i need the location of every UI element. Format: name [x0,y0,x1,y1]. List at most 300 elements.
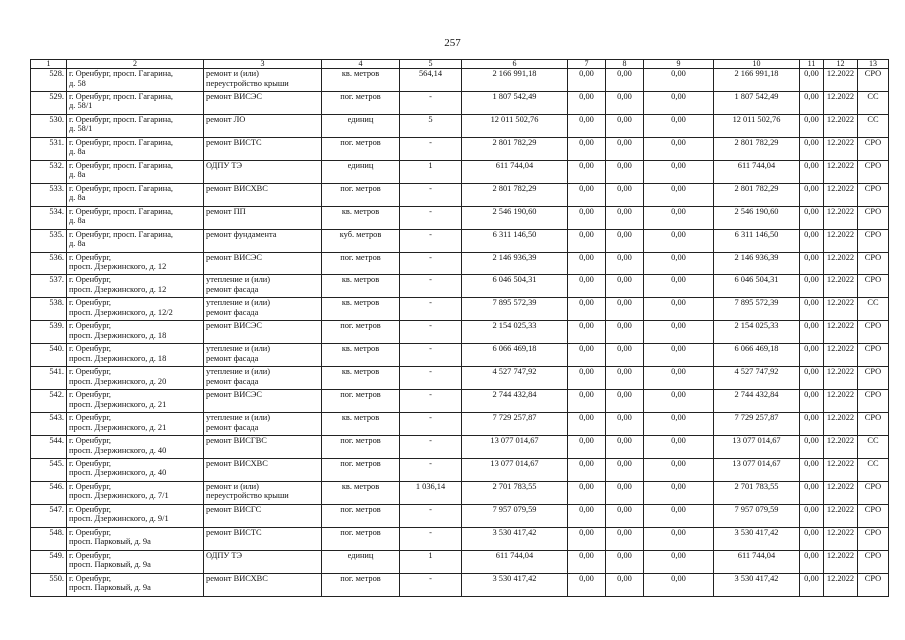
work-type-cell [204,206,322,229]
address-cell-line: просп. Парковый, д. 9а [69,583,151,593]
cost-col8-cell: 0,00 [606,298,644,321]
work-type-cell [204,344,322,367]
cost-col7-cell: 0,00 [568,321,606,344]
address-cell-line: д. 8а [69,170,86,180]
fund-code-cell: СС [858,436,889,459]
completion-date-cell: 12.2022 [824,481,858,504]
total-cost-cell: 611 744,04 [462,550,568,573]
work-type-cell-line: ремонт ЛО [206,114,246,124]
volume-cell: - [400,275,462,298]
cost-col9-cell: 0,00 [644,137,714,160]
work-type-cell-line: ремонт и (или) [206,69,259,78]
cost-col11-cell: 0,00 [800,275,824,298]
volume-cell: - [400,413,462,436]
cost-col10-cell: 3 530 417,42 [714,527,800,550]
cost-col7-cell: 0,00 [568,183,606,206]
volume-cell: - [400,321,462,344]
cost-col9-cell: 0,00 [644,229,714,252]
volume-cell: 1 [400,550,462,573]
address-cell-line: д. 8а [69,147,86,157]
address-cell-line: г. Оренбург, [69,321,112,331]
cost-col9-cell: 0,00 [644,344,714,367]
table-row [31,321,889,344]
cost-col11-cell: 0,00 [800,481,824,504]
volume-cell: - [400,229,462,252]
work-type-cell-line: ремонт ПП [206,206,246,216]
work-type-cell-line: ремонт фасада [206,376,259,386]
completion-date-cell: 12.2022 [824,413,858,436]
total-cost-cell: 7 957 079,59 [462,504,568,527]
table-body [31,69,889,597]
unit-cell: пог. метров [322,137,400,160]
table-row [31,91,889,114]
row-number: 528. [31,69,67,92]
cost-col11-cell: 0,00 [800,413,824,436]
table-row [31,527,889,550]
address-cell-line: г. Оренбург, просп. Гагарина, [69,229,174,239]
completion-date-cell: 12.2022 [824,91,858,114]
fund-code-cell: СРО [858,390,889,413]
volume-cell: - [400,458,462,481]
work-type-cell [204,390,322,413]
fund-code-cell: СС [858,114,889,137]
cost-col7-cell: 0,00 [568,458,606,481]
fund-code-cell: СРО [858,550,889,573]
fund-code-cell: СРО [858,137,889,160]
cost-col7-cell: 0,00 [568,390,606,413]
cost-col8-cell: 0,00 [606,252,644,275]
row-number: 550. [31,573,67,596]
total-cost-cell: 2 166 991,18 [462,69,568,92]
cost-col7-cell: 0,00 [568,573,606,596]
total-cost-cell: 3 530 417,42 [462,527,568,550]
volume-cell: 564,14 [400,69,462,92]
address-cell-line: д. 8а [69,216,86,226]
fund-code-cell: СРО [858,367,889,390]
work-type-cell-line: ремонт ВИСЭС [206,321,262,331]
address-cell [67,69,204,92]
cost-col11-cell: 0,00 [800,69,824,92]
cost-col10-cell: 2 146 936,39 [714,252,800,275]
column-header: 4 [322,60,400,69]
fund-code-cell: СРО [858,206,889,229]
address-cell [67,114,204,137]
cost-col9-cell: 0,00 [644,321,714,344]
cost-col11-cell: 0,00 [800,137,824,160]
work-type-cell [204,504,322,527]
unit-cell: кв. метров [322,275,400,298]
cost-col9-cell: 0,00 [644,458,714,481]
completion-date-cell: 12.2022 [824,550,858,573]
fund-code-cell: СРО [858,183,889,206]
address-cell-line: г. Оренбург, [69,550,112,560]
fund-code-cell: СРО [858,321,889,344]
work-type-cell-line: ремонт ВИСХВС [206,573,268,583]
cost-col9-cell: 0,00 [644,298,714,321]
total-cost-cell: 4 527 747,92 [462,367,568,390]
fund-code-cell: СС [858,298,889,321]
work-type-cell [204,527,322,550]
address-cell-line: г. Оренбург, [69,573,112,583]
total-cost-cell: 2 701 783,55 [462,481,568,504]
row-number: 531. [31,137,67,160]
address-cell [67,206,204,229]
unit-cell: кв. метров [322,367,400,390]
total-cost-cell: 2 801 782,29 [462,137,568,160]
row-number: 541. [31,367,67,390]
address-cell-line: г. Оренбург, [69,436,112,445]
table-row [31,436,889,459]
address-cell [67,344,204,367]
table-row [31,206,889,229]
cost-col8-cell: 0,00 [606,91,644,114]
address-cell-line: просп. Парковый, д. 9а [69,560,151,570]
completion-date-cell: 12.2022 [824,298,858,321]
work-type-cell-line: ОДПУ ТЭ [206,550,243,560]
total-cost-cell: 2 154 025,33 [462,321,568,344]
cost-col8-cell: 0,00 [606,481,644,504]
work-type-cell [204,413,322,436]
cost-col8-cell: 0,00 [606,114,644,137]
address-cell-line: г. Оренбург, просп. Гагарина, [69,206,174,216]
address-cell [67,367,204,390]
work-type-cell [204,69,322,92]
row-number: 529. [31,91,67,114]
address-cell-line: г. Оренбург, просп. Гагарина, [69,183,174,193]
cost-col7-cell: 0,00 [568,160,606,183]
cost-col11-cell: 0,00 [800,160,824,183]
address-cell-line: г. Оренбург, [69,390,112,400]
cost-col8-cell: 0,00 [606,206,644,229]
row-number: 536. [31,252,67,275]
address-cell-line: просп. Дзержинского, д. 18 [69,330,167,340]
table-row [31,573,889,596]
row-number: 547. [31,504,67,527]
fund-code-cell: СРО [858,69,889,92]
table-row [31,137,889,160]
address-cell [67,527,204,550]
completion-date-cell: 12.2022 [824,367,858,390]
cost-col11-cell: 0,00 [800,458,824,481]
work-type-cell-line: переустройство крыши [206,78,289,88]
total-cost-cell: 3 530 417,42 [462,573,568,596]
address-cell [67,298,204,321]
volume-cell: - [400,390,462,413]
volume-cell: 5 [400,114,462,137]
completion-date-cell: 12.2022 [824,252,858,275]
cost-col9-cell: 0,00 [644,114,714,137]
address-cell [67,436,204,459]
work-type-cell [204,367,322,390]
unit-cell: пог. метров [322,573,400,596]
address-cell [67,573,204,596]
page-number: 257 [444,37,461,49]
fund-code-cell: СРО [858,229,889,252]
row-number: 546. [31,481,67,504]
table-row [31,229,889,252]
work-type-cell [204,229,322,252]
work-type-cell-line: ремонт ВИСЭС [206,252,262,262]
cost-col7-cell: 0,00 [568,114,606,137]
row-number: 545. [31,458,67,481]
work-type-cell [204,137,322,160]
cost-col7-cell: 0,00 [568,137,606,160]
cost-col11-cell: 0,00 [800,573,824,596]
cost-col10-cell: 6 066 469,18 [714,344,800,367]
work-type-cell-line: утепление и (или) [206,298,271,308]
total-cost-cell: 12 011 502,76 [462,114,568,137]
cost-col11-cell: 0,00 [800,183,824,206]
cost-col11-cell: 0,00 [800,344,824,367]
work-type-cell-line: ремонт фасада [206,353,259,363]
cost-col11-cell: 0,00 [800,91,824,114]
cost-col11-cell: 0,00 [800,527,824,550]
unit-cell: единиц [322,160,400,183]
fund-code-cell: СС [858,458,889,481]
cost-col9-cell: 0,00 [644,436,714,459]
work-type-cell [204,298,322,321]
address-cell [67,481,204,504]
address-cell-line: г. Оренбург, [69,481,112,491]
cost-col9-cell: 0,00 [644,481,714,504]
address-cell [67,275,204,298]
fund-code-cell: СРО [858,573,889,596]
fund-code-cell: СРО [858,504,889,527]
cost-col8-cell: 0,00 [606,527,644,550]
cost-col10-cell: 6 311 146,50 [714,229,800,252]
completion-date-cell: 12.2022 [824,458,858,481]
cost-col7-cell: 0,00 [568,413,606,436]
work-type-cell-line: утепление и (или) [206,344,271,354]
address-cell [67,183,204,206]
column-header: 12 [824,60,858,69]
cost-col7-cell: 0,00 [568,298,606,321]
work-type-cell-line: ремонт ВИСТС [206,137,262,147]
work-type-cell [204,321,322,344]
column-header: 11 [800,60,824,69]
completion-date-cell: 12.2022 [824,436,858,459]
cost-col9-cell: 0,00 [644,527,714,550]
cost-col10-cell: 7 729 257,87 [714,413,800,436]
work-type-cell-line: ремонт фасада [206,307,259,317]
repair-register-table [30,59,889,597]
address-cell-line: д. 58/1 [69,124,93,134]
address-cell [67,550,204,573]
unit-cell: кв. метров [322,413,400,436]
cost-col9-cell: 0,00 [644,550,714,573]
row-number: 537. [31,275,67,298]
cost-col8-cell: 0,00 [606,69,644,92]
cost-col11-cell: 0,00 [800,367,824,390]
volume-cell: - [400,183,462,206]
volume-cell: - [400,367,462,390]
work-type-cell-line: ремонт ВИСГВС [206,436,267,445]
work-type-cell [204,550,322,573]
row-number: 539. [31,321,67,344]
work-type-cell-line: ремонт фасада [206,422,259,432]
fund-code-cell: СРО [858,275,889,298]
cost-col9-cell: 0,00 [644,390,714,413]
unit-cell: пог. метров [322,91,400,114]
cost-col8-cell: 0,00 [606,390,644,413]
row-number: 538. [31,298,67,321]
address-cell-line: г. Оренбург, просп. Гагарина, [69,137,174,147]
cost-col8-cell: 0,00 [606,436,644,459]
completion-date-cell: 12.2022 [824,114,858,137]
unit-cell: пог. метров [322,504,400,527]
table-row [31,69,889,92]
address-cell-line: г. Оренбург, просп. Гагарина, [69,91,174,101]
cost-col7-cell: 0,00 [568,344,606,367]
table-row [31,458,889,481]
table-row [31,413,889,436]
unit-cell: единиц [322,550,400,573]
volume-cell: - [400,573,462,596]
table-row [31,252,889,275]
cost-col10-cell: 611 744,04 [714,550,800,573]
address-cell-line: д. 8а [69,193,86,203]
cost-col9-cell: 0,00 [644,160,714,183]
address-cell-line: просп. Дзержинского, д. 21 [69,399,167,409]
completion-date-cell: 12.2022 [824,69,858,92]
unit-cell: куб. метров [322,229,400,252]
unit-cell: пог. метров [322,390,400,413]
address-cell [67,413,204,436]
completion-date-cell: 12.2022 [824,137,858,160]
work-type-cell [204,458,322,481]
table-row [31,344,889,367]
column-header: 13 [858,60,889,69]
cost-col8-cell: 0,00 [606,229,644,252]
unit-cell: пог. метров [322,458,400,481]
volume-cell: - [400,252,462,275]
cost-col9-cell: 0,00 [644,183,714,206]
total-cost-cell: 2 744 432,84 [462,390,568,413]
total-cost-cell: 1 807 542,49 [462,91,568,114]
cost-col7-cell: 0,00 [568,206,606,229]
row-number: 533. [31,183,67,206]
address-cell [67,504,204,527]
cost-col7-cell: 0,00 [568,550,606,573]
address-cell-line: просп. Парковый, д. 9а [69,537,151,547]
cost-col11-cell: 0,00 [800,436,824,459]
row-number: 548. [31,527,67,550]
unit-cell: кв. метров [322,206,400,229]
work-type-cell [204,114,322,137]
total-cost-cell: 7 895 572,39 [462,298,568,321]
cost-col7-cell: 0,00 [568,252,606,275]
address-cell [67,91,204,114]
table-row [31,390,889,413]
column-header: 2 [67,60,204,69]
work-type-cell-line: ОДПУ ТЭ [206,160,243,170]
completion-date-cell: 12.2022 [824,229,858,252]
cost-col7-cell: 0,00 [568,367,606,390]
cost-col7-cell: 0,00 [568,229,606,252]
address-cell-line: просп. Дзержинского, д. 7/1 [69,491,169,501]
volume-cell: - [400,206,462,229]
work-type-cell [204,252,322,275]
column-header: 10 [714,60,800,69]
table-row [31,275,889,298]
total-cost-cell: 2 801 782,29 [462,183,568,206]
completion-date-cell: 12.2022 [824,275,858,298]
address-cell [67,229,204,252]
row-number: 534. [31,206,67,229]
cost-col7-cell: 0,00 [568,527,606,550]
unit-cell: кв. метров [322,481,400,504]
cost-col8-cell: 0,00 [606,504,644,527]
cost-col10-cell: 2 154 025,33 [714,321,800,344]
volume-cell: - [400,137,462,160]
cost-col11-cell: 0,00 [800,206,824,229]
fund-code-cell: СРО [858,527,889,550]
work-type-cell-line: ремонт фундамента [206,229,277,239]
address-cell-line: г. Оренбург, просп. Гагарина, [69,160,174,170]
address-cell-line: г. Оренбург, [69,298,112,308]
address-cell-line: просп. Дзержинского, д. 21 [69,422,167,432]
cost-col11-cell: 0,00 [800,550,824,573]
fund-code-cell: СРО [858,252,889,275]
work-type-cell-line: ремонт ВИСХВС [206,458,268,468]
cost-col8-cell: 0,00 [606,413,644,436]
cost-col7-cell: 0,00 [568,436,606,459]
cost-col10-cell: 3 530 417,42 [714,573,800,596]
row-number: 540. [31,344,67,367]
total-cost-cell: 6 311 146,50 [462,229,568,252]
work-type-cell-line: ремонт фасада [206,284,259,294]
fund-code-cell: СРО [858,160,889,183]
unit-cell: пог. метров [322,321,400,344]
cost-col10-cell: 2 744 432,84 [714,390,800,413]
address-cell-line: г. Оренбург, [69,252,112,262]
work-type-cell-line: ремонт ВИСЭС [206,91,262,101]
column-header: 6 [462,60,568,69]
cost-col8-cell: 0,00 [606,344,644,367]
column-header: 3 [204,60,322,69]
unit-cell: пог. метров [322,436,400,459]
completion-date-cell: 12.2022 [824,321,858,344]
work-type-cell [204,573,322,596]
work-type-cell-line: утепление и (или) [206,275,271,285]
cost-col10-cell: 2 166 991,18 [714,69,800,92]
work-type-cell [204,183,322,206]
cost-col7-cell: 0,00 [568,481,606,504]
cost-col8-cell: 0,00 [606,458,644,481]
fund-code-cell: СРО [858,481,889,504]
fund-code-cell: СРО [858,413,889,436]
volume-cell: 1 036,14 [400,481,462,504]
address-cell-line: просп. Дзержинского, д. 9/1 [69,514,169,524]
cost-col8-cell: 0,00 [606,275,644,298]
cost-col10-cell: 13 077 014,67 [714,458,800,481]
total-cost-cell: 13 077 014,67 [462,458,568,481]
address-cell-line: просп. Дзержинского, д. 12 [69,284,167,294]
address-cell-line: д. 58/1 [69,101,93,111]
cost-col10-cell: 12 011 502,76 [714,114,800,137]
unit-cell: единиц [322,114,400,137]
address-cell-line: просп. Дзержинского, д. 40 [69,445,167,455]
cost-col10-cell: 13 077 014,67 [714,436,800,459]
completion-date-cell: 12.2022 [824,183,858,206]
cost-col7-cell: 0,00 [568,91,606,114]
column-header: 9 [644,60,714,69]
address-cell-line: просп. Дзержинского, д. 12/2 [69,307,173,317]
address-cell-line: г. Оренбург, [69,458,112,468]
cost-col10-cell: 4 527 747,92 [714,367,800,390]
cost-col10-cell: 2 546 190,60 [714,206,800,229]
address-cell-line: г. Оренбург, [69,344,112,354]
